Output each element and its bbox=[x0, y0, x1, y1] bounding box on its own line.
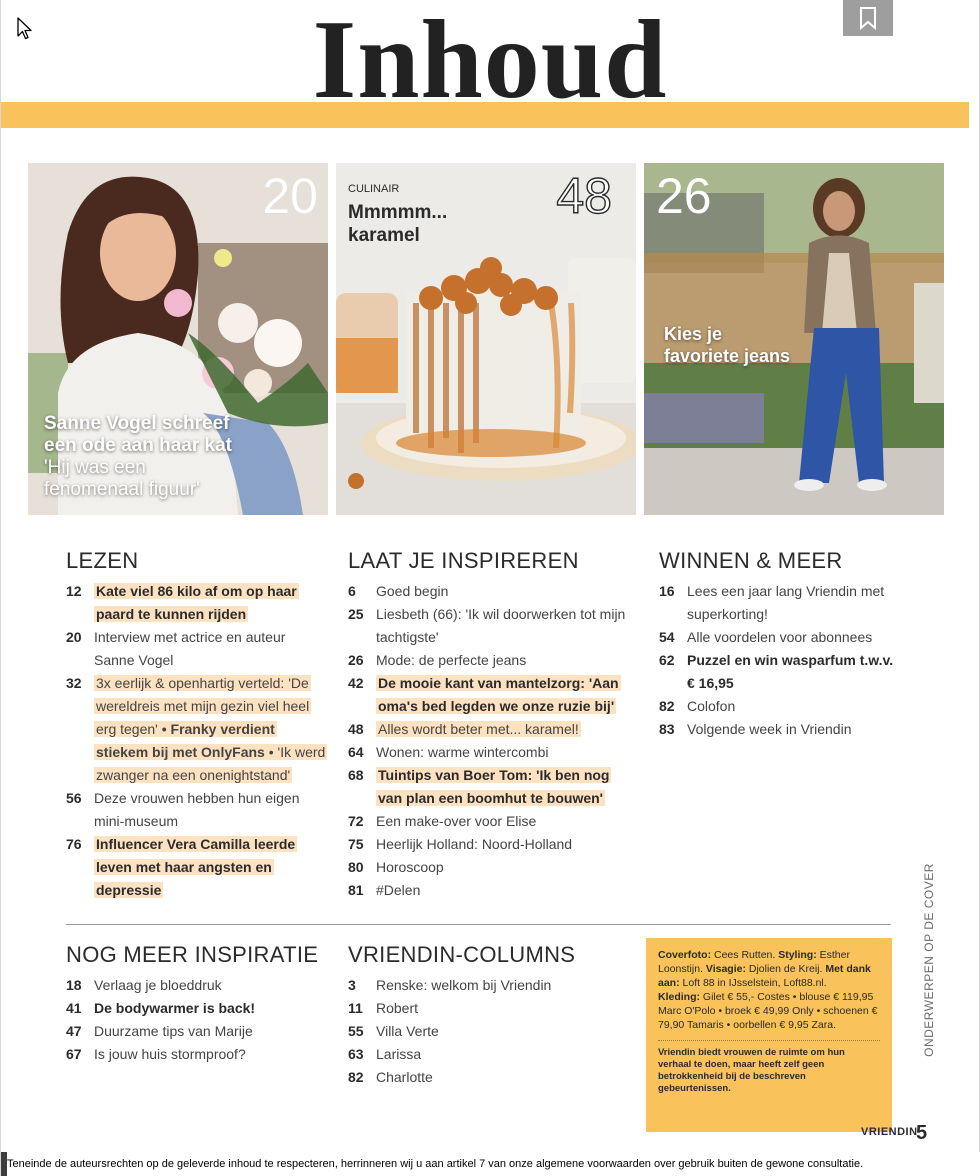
section-winnen-en-meer bbox=[659, 548, 899, 741]
toc-entry[interactable] bbox=[348, 1066, 618, 1089]
toc-entry[interactable] bbox=[66, 787, 326, 833]
toc-entry[interactable] bbox=[348, 1020, 618, 1043]
tile-kicker: CULINAIR bbox=[348, 183, 400, 195]
toc-entry-text: Tuintips van Boer Tom: 'Ik ben nog van plan een boomhut te bouwen' bbox=[378, 767, 610, 806]
toc-entry-text: Robert bbox=[376, 1000, 419, 1016]
toc-entry-text: Alles wordt beter met... karamel! bbox=[378, 721, 579, 737]
toc-page-number: 75 bbox=[348, 836, 364, 852]
toc-page-number: 11 bbox=[348, 1000, 363, 1016]
toc-entry[interactable] bbox=[659, 626, 899, 649]
toc-page-number: 54 bbox=[659, 629, 675, 645]
toc-entry-text: Is jouw huis stormproof? bbox=[94, 1046, 246, 1062]
toc-page-number: 62 bbox=[659, 652, 675, 668]
toc-entry-text: Puzzel en win wasparfum t.w.v. € 16,95 bbox=[687, 652, 894, 691]
credits-value: Cees Rutten. bbox=[711, 949, 779, 961]
toc-entry[interactable] bbox=[659, 718, 899, 741]
toc-page-number: 83 bbox=[659, 721, 675, 737]
tile-page-number: 26 bbox=[656, 168, 712, 224]
toc-page-number: 20 bbox=[66, 629, 82, 645]
toc-entry-text: De bodywarmer is back! bbox=[94, 1000, 256, 1016]
toc-entry-text: 3x eerlijk & openhartig verteld: 'De wereldreis met mijn gezin viel heel erg tegen' bbox=[96, 675, 310, 737]
toc-page-number: 25 bbox=[348, 606, 364, 622]
toc-entry[interactable] bbox=[659, 649, 899, 695]
toc-entry-text: Duurzame tips van Marije bbox=[94, 1023, 253, 1039]
toc-page-number: 12 bbox=[66, 583, 82, 599]
toc-entry-text: Villa Verte bbox=[376, 1023, 439, 1039]
vertical-label-text: ONDERWERPEN OP DE COVER bbox=[922, 863, 936, 1057]
toc-entry-text: Heerlijk Holland: Noord-Holland bbox=[376, 836, 573, 852]
caption-line: een ode aan haar kat bbox=[44, 435, 232, 456]
toc-entry-text: #Delen bbox=[376, 882, 421, 898]
caption-line: karamel bbox=[348, 225, 420, 246]
toc-page-number: 48 bbox=[348, 721, 364, 737]
toc-entry-text: Interview met actrice en auteur Sanne Vogel bbox=[94, 629, 286, 668]
copyright-disclaimer: Teneinde de auteursrechten op de geleverde inhoud te respecteren, herrinneren wij u aan artikel 7 van onze algemene voorwaarden over gebruik buiten de gewone consultatie. bbox=[1, 1152, 980, 1176]
tile-caption bbox=[348, 201, 447, 247]
section-laat-je-inspireren bbox=[348, 548, 633, 902]
toc-page-number: 80 bbox=[348, 859, 364, 875]
toc-entry-text: Verlaag je bloeddruk bbox=[94, 977, 222, 993]
toc-entry-text: Colofon bbox=[687, 698, 736, 714]
credits-value: Gilet € 55,- Costes • blouse € 119,95 Marc O'Polo • broek € 49,99 Only • schoenen € 79,90 Tamaris • oorbellen € 9,95 Zara. bbox=[658, 991, 878, 1031]
cover-credits-box bbox=[646, 938, 892, 1132]
toc-entry-text: Wonen: warme wintercombi bbox=[376, 744, 549, 760]
toc-entry[interactable] bbox=[348, 856, 633, 879]
cover-tile-sanne-vogel[interactable] bbox=[28, 163, 328, 515]
toc-entry-text: Kate viel 86 kilo af om op haar paard te kunnen rijden bbox=[96, 583, 297, 622]
credits-separator bbox=[658, 1040, 880, 1041]
toc-page-number: 82 bbox=[659, 698, 675, 714]
cover-tile-jeans[interactable] bbox=[644, 163, 944, 515]
section-heading: LEZEN bbox=[66, 548, 139, 573]
credits-label: Styling: bbox=[778, 949, 817, 961]
toc-page-number: 68 bbox=[348, 767, 364, 783]
toc-page-number: 76 bbox=[66, 836, 82, 852]
toc-page-number: 3 bbox=[348, 977, 356, 993]
toc-page-number: 32 bbox=[66, 675, 82, 691]
toc-entry-text: Deze vrouwen hebben hun eigen mini-museum bbox=[94, 790, 300, 829]
credits-label: Visagie: bbox=[705, 963, 746, 975]
toc-entry[interactable] bbox=[66, 672, 326, 787]
caption-line: 'Hij was een bbox=[44, 457, 146, 478]
toc-page-number: 81 bbox=[348, 882, 364, 898]
toc-entry-text: Horoscoop bbox=[376, 859, 444, 875]
section-heading: LAAT JE INSPIREREN bbox=[348, 548, 579, 573]
toc-entry[interactable] bbox=[348, 833, 633, 856]
caption-line: Sanne Vogel schreef bbox=[44, 413, 230, 434]
toc-entry[interactable] bbox=[348, 810, 633, 833]
cover-tile-karamel[interactable] bbox=[336, 163, 636, 515]
toc-entry[interactable] bbox=[348, 1043, 618, 1066]
toc-entry-text: Liesbeth (66): 'Ik wil doorwerken tot mijn tachtigste' bbox=[376, 606, 626, 645]
toc-page-number: 55 bbox=[348, 1023, 364, 1039]
toc-page-number: 41 bbox=[66, 1000, 82, 1016]
caption-line: Mmmmm... bbox=[348, 202, 448, 223]
toc-entry[interactable] bbox=[66, 974, 336, 997]
footer-page-number: 5 bbox=[916, 1122, 928, 1144]
tile-page-number: 48 bbox=[556, 168, 612, 224]
page-title: Inhoud bbox=[312, 0, 668, 122]
toc-entry[interactable] bbox=[348, 764, 633, 810]
toc-entry[interactable] bbox=[659, 695, 899, 718]
toc-entry[interactable] bbox=[348, 672, 633, 718]
toc-entry[interactable] bbox=[659, 580, 899, 626]
toc-entry[interactable] bbox=[66, 1043, 336, 1066]
toc-entry-text-bold: • Franky verdient stiekem bij met OnlyFans bbox=[96, 721, 275, 760]
toc-entry-text: • 'Ik werd zwanger na een onenightstand' bbox=[96, 744, 326, 783]
credits-label: Coverfoto: bbox=[658, 949, 712, 961]
toc-page-number: 42 bbox=[348, 675, 364, 691]
tile-page-number: 20 bbox=[262, 168, 318, 224]
toc-entry[interactable] bbox=[66, 626, 326, 672]
toc-entry-text: Volgende week in Vriendin bbox=[687, 721, 852, 737]
toc-page-number: 63 bbox=[348, 1046, 364, 1062]
section-vriendin-columns bbox=[348, 942, 618, 1089]
toc-entry[interactable] bbox=[66, 997, 336, 1020]
caption-line: Kies je bbox=[664, 324, 723, 344]
toc-entry-text: Alle voordelen voor abonnees bbox=[687, 629, 873, 645]
toc-entry[interactable] bbox=[348, 974, 618, 997]
toc-entry[interactable] bbox=[348, 718, 633, 741]
credits-label: Kleding: bbox=[658, 991, 700, 1003]
credits-label: Met dank aan: bbox=[658, 963, 871, 989]
toc-entry-text: Larissa bbox=[376, 1046, 422, 1062]
toc-page-number: 56 bbox=[66, 790, 82, 806]
tile-caption bbox=[44, 413, 232, 501]
section-lezen bbox=[66, 548, 326, 902]
toc-page-number: 26 bbox=[348, 652, 364, 668]
section-heading: NOG MEER INSPIRATIE bbox=[66, 942, 319, 967]
toc-page-number: 16 bbox=[659, 583, 675, 599]
toc-entry-text: Charlotte bbox=[376, 1069, 433, 1085]
credits-value: Djolien de Kreij. bbox=[745, 963, 826, 975]
section-heading: VRIENDIN-COLUMNS bbox=[348, 942, 576, 967]
toc-entry[interactable] bbox=[348, 603, 633, 649]
toc-entry[interactable] bbox=[348, 741, 633, 764]
footer-brand: VRIENDIN bbox=[861, 1126, 918, 1138]
toc-entry-text: Een make-over voor Elise bbox=[376, 813, 537, 829]
toc-entry[interactable] bbox=[348, 580, 633, 603]
caption-line: fenomenaal figuur' bbox=[44, 479, 200, 500]
toc-entry[interactable] bbox=[66, 1020, 336, 1043]
toc-page-number: 6 bbox=[348, 583, 356, 599]
toc-entry[interactable] bbox=[66, 580, 326, 626]
footer-dark-block bbox=[1, 1152, 7, 1176]
tile-caption bbox=[664, 323, 790, 367]
toc-entry[interactable] bbox=[348, 879, 633, 902]
caption-line: favoriete jeans bbox=[664, 346, 791, 366]
toc-entry[interactable] bbox=[348, 649, 633, 672]
toc-entry-text: Goed begin bbox=[376, 583, 449, 599]
credits-value: Loft 88 in IJsselstein, Loft88.nl. bbox=[679, 977, 827, 989]
vertical-cover-topics-label bbox=[919, 860, 939, 1060]
toc-entry-text: Renske: welkom bij Vriendin bbox=[376, 977, 552, 993]
toc-entry-text: Mode: de perfecte jeans bbox=[376, 652, 527, 668]
toc-entry-text: Lees een jaar lang Vriendin met superkorting! bbox=[687, 583, 885, 622]
toc-page-number: 82 bbox=[348, 1069, 364, 1085]
toc-entry[interactable] bbox=[348, 997, 618, 1020]
section-divider bbox=[66, 924, 891, 925]
toc-page-number: 64 bbox=[348, 744, 364, 760]
toc-entry-text: De mooie kant van mantelzorg: 'Aan oma's bed legden we onze ruzie bij' bbox=[378, 675, 619, 714]
credits-text bbox=[658, 948, 880, 1032]
credits-note: Vriendin biedt vrouwen de ruimte om hun verhaal te doen, maar heeft zelf geen betrokkenheid bij de beschreven gebeurtenissen. bbox=[658, 1047, 845, 1094]
toc-page-number: 67 bbox=[66, 1046, 82, 1062]
toc-page-number: 18 bbox=[66, 977, 82, 993]
credits-value: Esther Loonstijn. bbox=[658, 949, 850, 975]
section-heading: WINNEN & MEER bbox=[659, 548, 843, 573]
toc-page-number: 47 bbox=[66, 1023, 82, 1039]
toc-page-number: 72 bbox=[348, 813, 364, 829]
section-nog-meer-inspiratie bbox=[66, 942, 336, 1066]
toc-entry-text: Influencer Vera Camilla leerde leven met haar angsten en depressie bbox=[96, 836, 296, 898]
toc-entry[interactable] bbox=[66, 833, 326, 902]
